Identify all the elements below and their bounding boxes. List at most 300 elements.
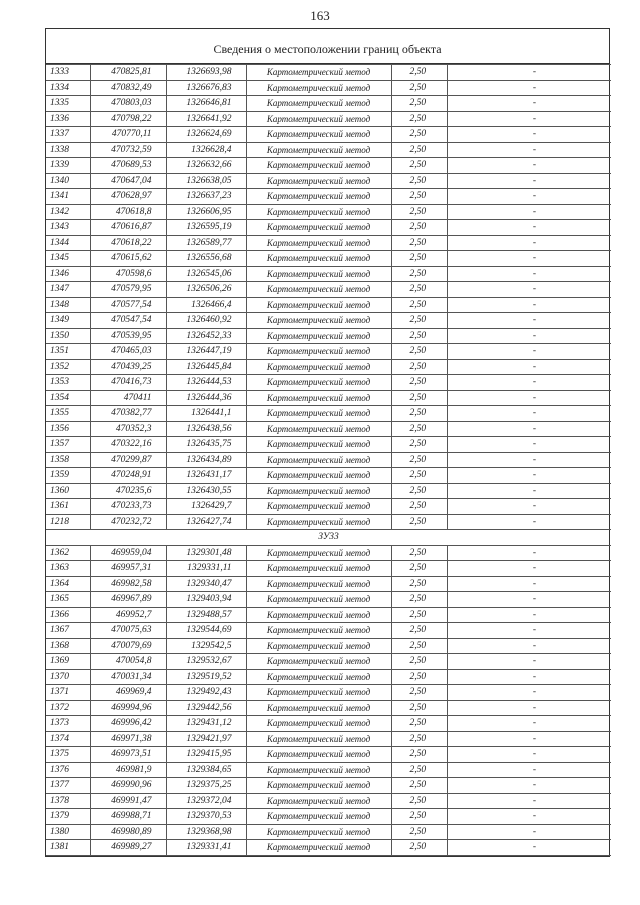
method-cell: Картометрический метод — [246, 251, 391, 267]
description-cell: - — [447, 809, 611, 825]
description-cell: - — [447, 235, 611, 251]
x-coordinate-cell: 470647,04 — [90, 173, 166, 189]
description-cell: - — [447, 142, 611, 158]
point-number-cell: 1380 — [46, 824, 90, 840]
y-coordinate-cell: 1329403,94 — [166, 592, 246, 608]
description-cell: - — [447, 313, 611, 329]
table-title: Сведения о местоположении границ объекта — [46, 29, 609, 64]
table-row — [46, 762, 611, 778]
accuracy-cell: 2,50 — [391, 142, 447, 158]
method-cell: Картометрический метод — [246, 173, 391, 189]
y-coordinate-cell: 1326444,53 — [166, 375, 246, 391]
table-row — [46, 809, 611, 825]
y-coordinate-cell: 1326438,56 — [166, 421, 246, 437]
description-cell: - — [447, 96, 611, 112]
x-coordinate-cell: 470832,49 — [90, 80, 166, 96]
method-cell: Картометрический метод — [246, 468, 391, 484]
section-label: ЗУ33 — [46, 530, 611, 546]
point-number-cell: 1374 — [46, 731, 90, 747]
y-coordinate-cell: 1326452,33 — [166, 328, 246, 344]
table-row — [46, 685, 611, 701]
method-cell: Картометрический метод — [246, 359, 391, 375]
x-coordinate-cell: 469971,38 — [90, 731, 166, 747]
table-row — [46, 437, 611, 453]
x-coordinate-cell: 470598,6 — [90, 266, 166, 282]
point-number-cell: 1379 — [46, 809, 90, 825]
description-cell: - — [447, 189, 611, 205]
x-coordinate-cell: 470628,97 — [90, 189, 166, 205]
method-cell: Картометрический метод — [246, 189, 391, 205]
method-cell: Картометрический метод — [246, 437, 391, 453]
x-coordinate-cell: 470618,8 — [90, 204, 166, 220]
description-cell: - — [447, 251, 611, 267]
y-coordinate-cell: 1329372,04 — [166, 793, 246, 809]
x-coordinate-cell: 470770,11 — [90, 127, 166, 143]
y-coordinate-cell: 1326632,66 — [166, 158, 246, 174]
y-coordinate-cell: 1326506,26 — [166, 282, 246, 298]
table-row — [46, 499, 611, 515]
table-row — [46, 189, 611, 205]
table-row — [46, 297, 611, 313]
x-coordinate-cell: 470577,54 — [90, 297, 166, 313]
point-number-cell: 1339 — [46, 158, 90, 174]
table-row — [46, 654, 611, 670]
description-cell: - — [447, 359, 611, 375]
point-number-cell: 1341 — [46, 189, 90, 205]
accuracy-cell: 2,50 — [391, 623, 447, 639]
y-coordinate-cell: 1326431,17 — [166, 468, 246, 484]
y-coordinate-cell: 1329492,43 — [166, 685, 246, 701]
accuracy-cell: 2,50 — [391, 778, 447, 794]
x-coordinate-cell: 469994,96 — [90, 700, 166, 716]
point-number-cell: 1356 — [46, 421, 90, 437]
point-number-cell: 1218 — [46, 514, 90, 530]
x-coordinate-cell: 470299,87 — [90, 452, 166, 468]
description-cell: - — [447, 592, 611, 608]
x-coordinate-cell: 470232,72 — [90, 514, 166, 530]
x-coordinate-cell: 470411 — [90, 390, 166, 406]
x-coordinate-cell: 470689,53 — [90, 158, 166, 174]
accuracy-cell: 2,50 — [391, 483, 447, 499]
method-cell: Картометрический метод — [246, 762, 391, 778]
x-coordinate-cell: 470079,69 — [90, 638, 166, 654]
section-row — [46, 530, 611, 546]
y-coordinate-cell: 1329340,47 — [166, 576, 246, 592]
method-cell: Картометрический метод — [246, 809, 391, 825]
method-cell: Картометрический метод — [246, 514, 391, 530]
table-row — [46, 65, 611, 81]
y-coordinate-cell: 1326676,83 — [166, 80, 246, 96]
y-coordinate-cell: 1329368,98 — [166, 824, 246, 840]
x-coordinate-cell: 470248,91 — [90, 468, 166, 484]
description-cell: - — [447, 669, 611, 685]
point-number-cell: 1358 — [46, 452, 90, 468]
accuracy-cell: 2,50 — [391, 158, 447, 174]
description-cell: - — [447, 685, 611, 701]
point-number-cell: 1351 — [46, 344, 90, 360]
accuracy-cell: 2,50 — [391, 576, 447, 592]
x-coordinate-cell: 470031,34 — [90, 669, 166, 685]
method-cell: Картометрический метод — [246, 235, 391, 251]
table-row — [46, 778, 611, 794]
point-number-cell: 1367 — [46, 623, 90, 639]
accuracy-cell: 2,50 — [391, 127, 447, 143]
accuracy-cell: 2,50 — [391, 297, 447, 313]
description-cell: - — [447, 561, 611, 577]
table-row — [46, 328, 611, 344]
x-coordinate-cell: 469959,04 — [90, 545, 166, 561]
table-row — [46, 235, 611, 251]
method-cell: Картометрический метод — [246, 793, 391, 809]
table-row — [46, 313, 611, 329]
table-row — [46, 669, 611, 685]
accuracy-cell: 2,50 — [391, 96, 447, 112]
page-number: 163 — [310, 8, 330, 23]
method-cell: Картометрический метод — [246, 313, 391, 329]
y-coordinate-cell: 1329375,25 — [166, 778, 246, 794]
point-number-cell: 1336 — [46, 111, 90, 127]
x-coordinate-cell: 469981,9 — [90, 762, 166, 778]
accuracy-cell: 2,50 — [391, 313, 447, 329]
accuracy-cell: 2,50 — [391, 437, 447, 453]
description-cell: - — [447, 282, 611, 298]
point-number-cell: 1371 — [46, 685, 90, 701]
description-cell: - — [447, 824, 611, 840]
point-number-cell: 1334 — [46, 80, 90, 96]
method-cell: Картометрический метод — [246, 127, 391, 143]
description-cell: - — [447, 328, 611, 344]
y-coordinate-cell: 1326637,23 — [166, 189, 246, 205]
x-coordinate-cell: 469982,58 — [90, 576, 166, 592]
accuracy-cell: 2,50 — [391, 328, 447, 344]
y-coordinate-cell: 1329331,41 — [166, 840, 246, 856]
description-cell: - — [447, 638, 611, 654]
method-cell: Картометрический метод — [246, 344, 391, 360]
table-row — [46, 173, 611, 189]
y-coordinate-cell: 1329544,69 — [166, 623, 246, 639]
description-cell: - — [447, 778, 611, 794]
y-coordinate-cell: 1326444,36 — [166, 390, 246, 406]
accuracy-cell: 2,50 — [391, 561, 447, 577]
description-cell: - — [447, 514, 611, 530]
table-row — [46, 576, 611, 592]
x-coordinate-cell: 469991,47 — [90, 793, 166, 809]
accuracy-cell: 2,50 — [391, 266, 447, 282]
y-coordinate-cell: 1326545,06 — [166, 266, 246, 282]
point-number-cell: 1345 — [46, 251, 90, 267]
method-cell: Картометрический метод — [246, 545, 391, 561]
x-coordinate-cell: 469967,89 — [90, 592, 166, 608]
description-cell: - — [447, 840, 611, 856]
x-coordinate-cell: 469990,96 — [90, 778, 166, 794]
description-cell: - — [447, 80, 611, 96]
method-cell: Картометрический метод — [246, 623, 391, 639]
point-number-cell: 1366 — [46, 607, 90, 623]
table-row — [46, 514, 611, 530]
table-row — [46, 731, 611, 747]
method-cell: Картометрический метод — [246, 654, 391, 670]
x-coordinate-cell: 469973,51 — [90, 747, 166, 763]
x-coordinate-cell: 470465,03 — [90, 344, 166, 360]
point-number-cell: 1364 — [46, 576, 90, 592]
description-cell: - — [447, 375, 611, 391]
table-row — [46, 483, 611, 499]
description-cell: - — [447, 793, 611, 809]
table-row — [46, 251, 611, 267]
description-cell: - — [447, 747, 611, 763]
description-cell: - — [447, 483, 611, 499]
accuracy-cell: 2,50 — [391, 638, 447, 654]
table-row — [46, 607, 611, 623]
accuracy-cell: 2,50 — [391, 251, 447, 267]
point-number-cell: 1343 — [46, 220, 90, 236]
x-coordinate-cell: 469980,89 — [90, 824, 166, 840]
method-cell: Картометрический метод — [246, 607, 391, 623]
accuracy-cell: 2,50 — [391, 452, 447, 468]
y-coordinate-cell: 1329415,95 — [166, 747, 246, 763]
coordinates-table-body — [46, 65, 611, 856]
point-number-cell: 1350 — [46, 328, 90, 344]
accuracy-cell: 2,50 — [391, 390, 447, 406]
point-number-cell: 1377 — [46, 778, 90, 794]
description-cell: - — [447, 65, 611, 81]
description-cell: - — [447, 545, 611, 561]
accuracy-cell: 2,50 — [391, 235, 447, 251]
accuracy-cell: 2,50 — [391, 592, 447, 608]
table-row — [46, 375, 611, 391]
accuracy-cell: 2,50 — [391, 762, 447, 778]
accuracy-cell: 2,50 — [391, 65, 447, 81]
point-number-cell: 1365 — [46, 592, 90, 608]
table-row — [46, 406, 611, 422]
method-cell: Картометрический метод — [246, 840, 391, 856]
description-cell: - — [447, 421, 611, 437]
accuracy-cell: 2,50 — [391, 406, 447, 422]
description-cell: - — [447, 731, 611, 747]
method-cell: Картометрический метод — [246, 158, 391, 174]
description-cell: - — [447, 468, 611, 484]
method-cell: Картометрический метод — [246, 778, 391, 794]
table-row — [46, 111, 611, 127]
point-number-cell: 1342 — [46, 204, 90, 220]
description-cell: - — [447, 406, 611, 422]
method-cell: Картометрический метод — [246, 483, 391, 499]
x-coordinate-cell: 470539,95 — [90, 328, 166, 344]
table-row — [46, 220, 611, 236]
accuracy-cell: 2,50 — [391, 716, 447, 732]
table-row — [46, 638, 611, 654]
accuracy-cell: 2,50 — [391, 80, 447, 96]
y-coordinate-cell: 1326460,92 — [166, 313, 246, 329]
table-row — [46, 421, 611, 437]
accuracy-cell: 2,50 — [391, 747, 447, 763]
y-coordinate-cell: 1326641,92 — [166, 111, 246, 127]
y-coordinate-cell: 1329421,97 — [166, 731, 246, 747]
y-coordinate-cell: 1329301,48 — [166, 545, 246, 561]
point-number-cell: 1340 — [46, 173, 90, 189]
description-cell: - — [447, 437, 611, 453]
description-cell: - — [447, 623, 611, 639]
y-coordinate-cell: 1326556,68 — [166, 251, 246, 267]
point-number-cell: 1348 — [46, 297, 90, 313]
accuracy-cell: 2,50 — [391, 824, 447, 840]
table-row — [46, 204, 611, 220]
y-coordinate-cell: 1329442,56 — [166, 700, 246, 716]
y-coordinate-cell: 1326646,81 — [166, 96, 246, 112]
point-number-cell: 1376 — [46, 762, 90, 778]
method-cell: Картометрический метод — [246, 638, 391, 654]
x-coordinate-cell: 470352,3 — [90, 421, 166, 437]
y-coordinate-cell: 1329542,5 — [166, 638, 246, 654]
method-cell: Картометрический метод — [246, 685, 391, 701]
accuracy-cell: 2,50 — [391, 809, 447, 825]
y-coordinate-cell: 1326447,19 — [166, 344, 246, 360]
table-row — [46, 142, 611, 158]
description-cell: - — [447, 499, 611, 515]
x-coordinate-cell: 469996,42 — [90, 716, 166, 732]
x-coordinate-cell: 470615,62 — [90, 251, 166, 267]
x-coordinate-cell: 470618,22 — [90, 235, 166, 251]
y-coordinate-cell: 1326638,05 — [166, 173, 246, 189]
y-coordinate-cell: 1326429,7 — [166, 499, 246, 515]
description-cell: - — [447, 220, 611, 236]
x-coordinate-cell: 470732,59 — [90, 142, 166, 158]
accuracy-cell: 2,50 — [391, 189, 447, 205]
point-number-cell: 1381 — [46, 840, 90, 856]
x-coordinate-cell: 470616,87 — [90, 220, 166, 236]
y-coordinate-cell: 1329331,11 — [166, 561, 246, 577]
method-cell: Картометрический метод — [246, 731, 391, 747]
method-cell: Картометрический метод — [246, 266, 391, 282]
x-coordinate-cell: 470233,73 — [90, 499, 166, 515]
point-number-cell: 1361 — [46, 499, 90, 515]
x-coordinate-cell: 470825,81 — [90, 65, 166, 81]
point-number-cell: 1338 — [46, 142, 90, 158]
point-number-cell: 1362 — [46, 545, 90, 561]
accuracy-cell: 2,50 — [391, 282, 447, 298]
y-coordinate-cell: 1329431,12 — [166, 716, 246, 732]
table-row — [46, 623, 611, 639]
point-number-cell: 1335 — [46, 96, 90, 112]
method-cell: Картометрический метод — [246, 328, 391, 344]
point-number-cell: 1372 — [46, 700, 90, 716]
description-cell: - — [447, 158, 611, 174]
table-row — [46, 96, 611, 112]
table-row — [46, 824, 611, 840]
description-cell: - — [447, 344, 611, 360]
method-cell: Картометрический метод — [246, 747, 391, 763]
accuracy-cell: 2,50 — [391, 669, 447, 685]
y-coordinate-cell: 1326624,69 — [166, 127, 246, 143]
method-cell: Картометрический метод — [246, 700, 391, 716]
description-cell: - — [447, 390, 611, 406]
table-row — [46, 282, 611, 298]
x-coordinate-cell: 470547,54 — [90, 313, 166, 329]
method-cell: Картометрический метод — [246, 111, 391, 127]
method-cell: Картометрический метод — [246, 406, 391, 422]
accuracy-cell: 2,50 — [391, 499, 447, 515]
method-cell: Картометрический метод — [246, 297, 391, 313]
y-coordinate-cell: 1329384,65 — [166, 762, 246, 778]
point-number-cell: 1344 — [46, 235, 90, 251]
y-coordinate-cell: 1326441,1 — [166, 406, 246, 422]
description-cell: - — [447, 266, 611, 282]
x-coordinate-cell: 470054,8 — [90, 654, 166, 670]
point-number-cell: 1369 — [46, 654, 90, 670]
method-cell: Картометрический метод — [246, 375, 391, 391]
point-number-cell: 1337 — [46, 127, 90, 143]
y-coordinate-cell: 1329532,67 — [166, 654, 246, 670]
table-row — [46, 545, 611, 561]
method-cell: Картометрический метод — [246, 96, 391, 112]
table-row — [46, 793, 611, 809]
accuracy-cell: 2,50 — [391, 220, 447, 236]
table-row — [46, 266, 611, 282]
description-cell: - — [447, 654, 611, 670]
x-coordinate-cell: 470416,73 — [90, 375, 166, 391]
x-coordinate-cell: 470075,63 — [90, 623, 166, 639]
method-cell: Картометрический метод — [246, 452, 391, 468]
accuracy-cell: 2,50 — [391, 375, 447, 391]
y-coordinate-cell: 1326445,84 — [166, 359, 246, 375]
accuracy-cell: 2,50 — [391, 685, 447, 701]
description-cell: - — [447, 607, 611, 623]
description-cell: - — [447, 716, 611, 732]
y-coordinate-cell: 1326628,4 — [166, 142, 246, 158]
accuracy-cell: 2,50 — [391, 607, 447, 623]
x-coordinate-cell: 469969,4 — [90, 685, 166, 701]
method-cell: Картометрический метод — [246, 80, 391, 96]
table-row — [46, 359, 611, 375]
description-cell: - — [447, 762, 611, 778]
point-number-cell: 1359 — [46, 468, 90, 484]
point-number-cell: 1354 — [46, 390, 90, 406]
description-cell: - — [447, 111, 611, 127]
table-row — [46, 344, 611, 360]
accuracy-cell: 2,50 — [391, 545, 447, 561]
point-number-cell: 1360 — [46, 483, 90, 499]
accuracy-cell: 2,50 — [391, 421, 447, 437]
y-coordinate-cell: 1329370,53 — [166, 809, 246, 825]
description-cell: - — [447, 127, 611, 143]
y-coordinate-cell: 1326589,77 — [166, 235, 246, 251]
method-cell: Картометрический метод — [246, 220, 391, 236]
accuracy-cell: 2,50 — [391, 793, 447, 809]
method-cell: Картометрический метод — [246, 390, 391, 406]
boundary-table-sheet — [45, 28, 610, 857]
point-number-cell: 1375 — [46, 747, 90, 763]
method-cell: Картометрический метод — [246, 576, 391, 592]
accuracy-cell: 2,50 — [391, 468, 447, 484]
accuracy-cell: 2,50 — [391, 204, 447, 220]
table-row — [46, 716, 611, 732]
method-cell: Картометрический метод — [246, 669, 391, 685]
accuracy-cell: 2,50 — [391, 700, 447, 716]
table-row — [46, 840, 611, 856]
table-row — [46, 592, 611, 608]
x-coordinate-cell: 469957,31 — [90, 561, 166, 577]
point-number-cell: 1363 — [46, 561, 90, 577]
method-cell: Картометрический метод — [246, 421, 391, 437]
point-number-cell: 1357 — [46, 437, 90, 453]
x-coordinate-cell: 470579,95 — [90, 282, 166, 298]
x-coordinate-cell: 469952,7 — [90, 607, 166, 623]
method-cell: Картометрический метод — [246, 824, 391, 840]
point-number-cell: 1378 — [46, 793, 90, 809]
y-coordinate-cell: 1326606,95 — [166, 204, 246, 220]
description-cell: - — [447, 204, 611, 220]
table-row — [46, 127, 611, 143]
